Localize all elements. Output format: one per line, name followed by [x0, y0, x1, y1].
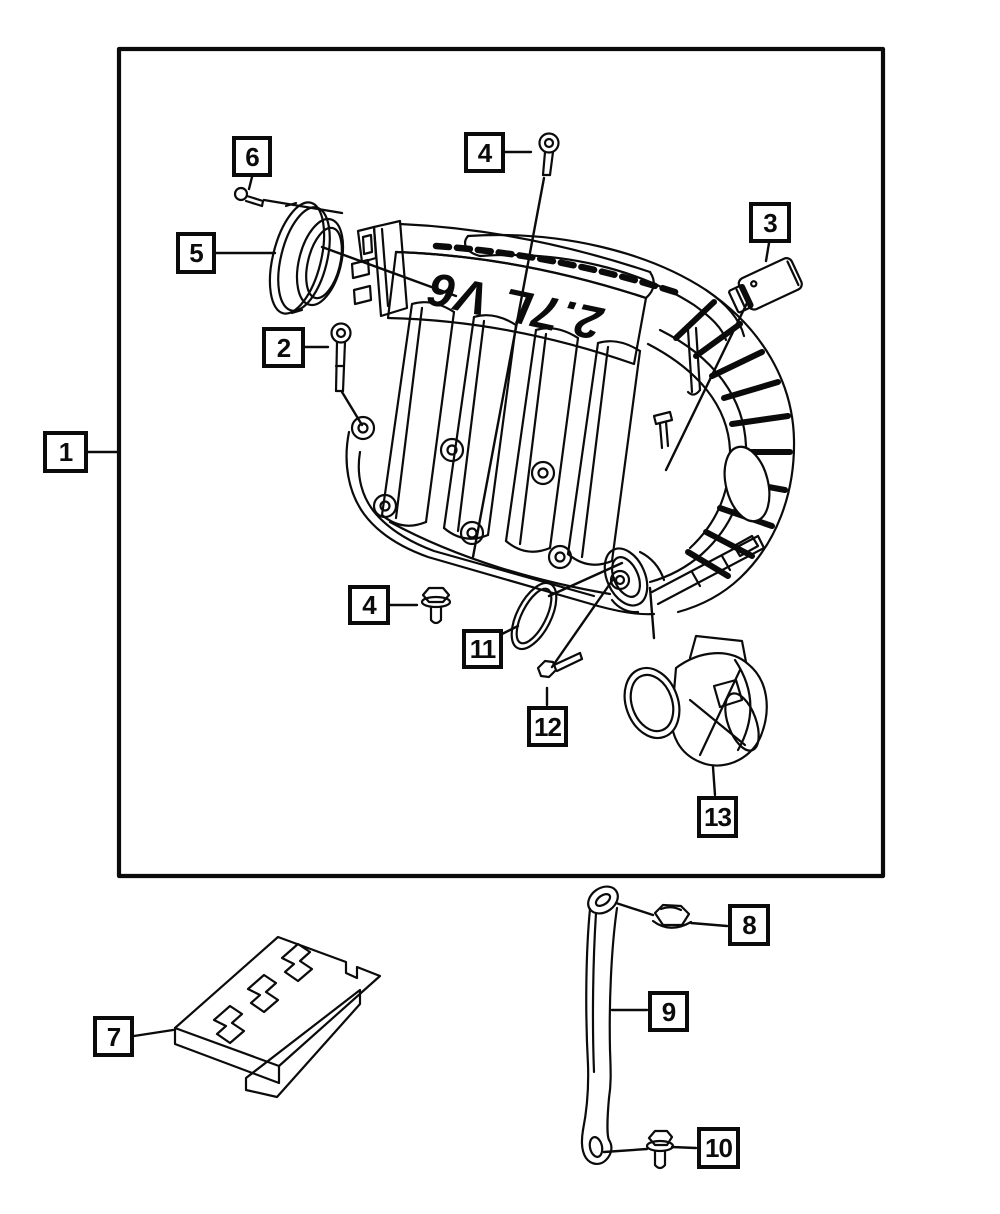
- callout-12[interactable]: 12: [527, 706, 568, 747]
- leader-13: [713, 767, 715, 795]
- screw-6-drawing: [235, 188, 263, 206]
- leader-8b: [691, 923, 727, 926]
- bolt-4-lower-drawing: [422, 588, 450, 623]
- leader-8a: [616, 903, 653, 915]
- callout-5[interactable]: 5: [176, 232, 216, 274]
- callout-2[interactable]: 2: [262, 327, 305, 368]
- leader-3: [766, 243, 769, 261]
- insulator-7-drawing: [175, 937, 380, 1097]
- callout-1[interactable]: 1: [43, 431, 88, 473]
- brace-9-drawing: [582, 881, 623, 1164]
- leader-6: [249, 177, 252, 189]
- callout-13[interactable]: 13: [697, 796, 738, 838]
- throttle-body-13-drawing: [615, 636, 766, 766]
- callout-10[interactable]: 10: [697, 1127, 740, 1169]
- oring-11-drawing: [503, 576, 566, 656]
- callout-11[interactable]: 11: [462, 629, 503, 669]
- leader-7: [134, 1030, 173, 1036]
- nut-8-drawing: [653, 905, 691, 928]
- cap-5-drawing: [260, 197, 351, 319]
- bolt-2-drawing: [332, 324, 351, 392]
- manifold-displacement-text: 2.7L V6: [422, 262, 608, 351]
- callout-9[interactable]: 9: [648, 991, 689, 1032]
- leader-10b: [672, 1147, 696, 1148]
- callout-8[interactable]: 8: [728, 904, 770, 946]
- callout-3[interactable]: 3: [749, 202, 791, 243]
- sensor-3-drawing: [726, 256, 804, 316]
- callout-4-upper[interactable]: 4: [464, 132, 505, 173]
- callout-4-lower[interactable]: 4: [348, 585, 390, 625]
- leader-2b: [342, 392, 362, 425]
- callout-6[interactable]: 6: [232, 136, 272, 177]
- callout-7[interactable]: 7: [93, 1016, 134, 1057]
- screw-4-upper-drawing: [540, 134, 559, 176]
- bolt-10-drawing: [647, 1131, 673, 1168]
